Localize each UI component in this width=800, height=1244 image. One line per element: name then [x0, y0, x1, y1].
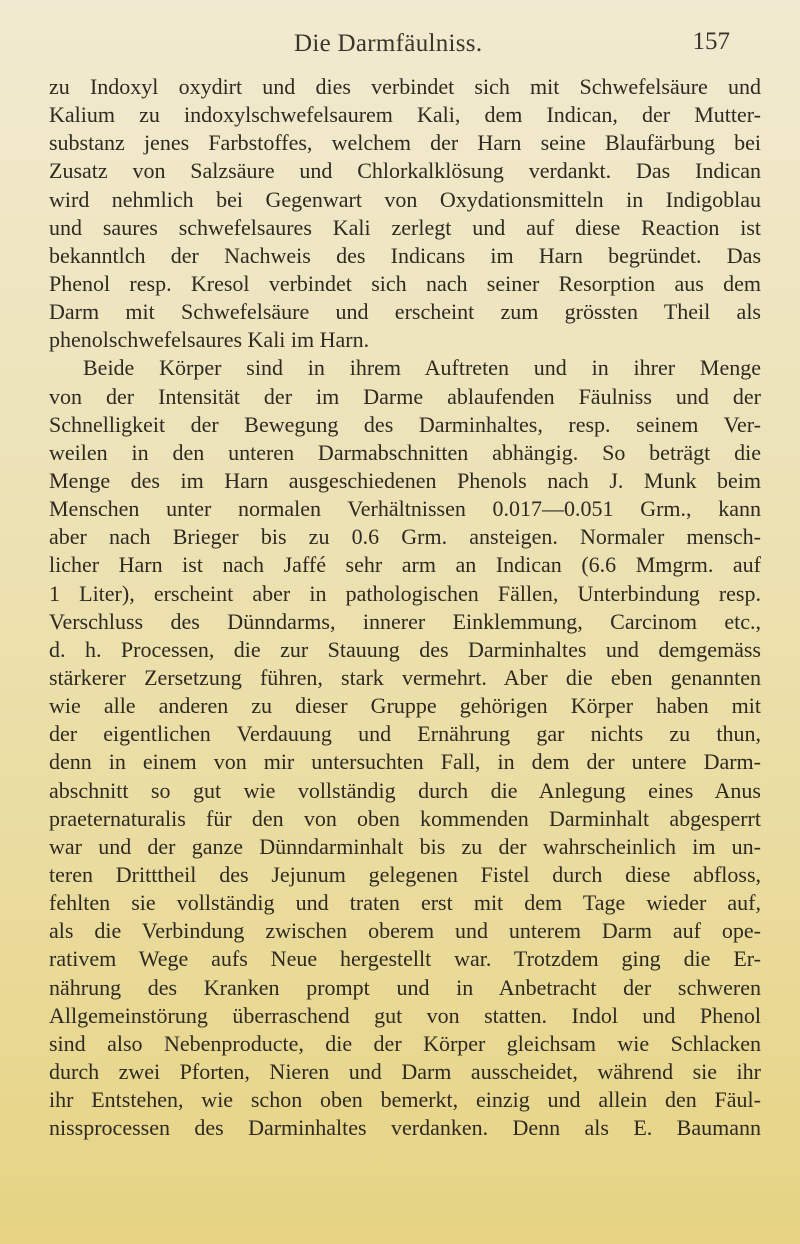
text-line: phenolschwefelsaures Kali im Harn. [49, 327, 370, 353]
text-line: bekanntlch der Nachweis des Indicans im Harn begründet. Das [49, 242, 761, 268]
text-line: aber nach Brieger bis zu 0.6 Grm. ansteigen. Normaler mensch- [49, 524, 761, 550]
text-line: der eigentlichen Verdauung und Ernährung gar nichts zu thun, [49, 721, 761, 747]
text-line: sind also Nebenproducte, die der Körper gleichsam wie Schlacken [49, 1030, 761, 1056]
text-line: denn in einem von mir untersuchten Fall, in dem der untere Darm- [49, 749, 761, 775]
text-line: nährung des Kranken prompt und in Anbetracht der schweren [49, 974, 761, 1000]
text-line: Kalium zu indoxylschwefelsaurem Kali, dem Indican, der Mutter- [49, 102, 761, 128]
text-line: Phenol resp. Kresol verbindet sich nach seiner Resorption aus dem [49, 270, 761, 296]
text-line: und saures schwefelsaures Kali zerlegt und auf diese Reaction ist [49, 214, 761, 240]
text-line: nissprocessen des Darminhaltes verdanken. Denn als E. Baumann [49, 1115, 761, 1141]
text-line: fehlten sie vollständig und traten erst mit dem Tage wieder auf, [49, 890, 761, 916]
text-line: war und der ganze Dünndarminhalt bis zu der wahrscheinlich im un- [49, 833, 761, 859]
text-line: stärkerer Zersetzung führen, stark vermehrt. Aber die eben genannten [49, 664, 761, 690]
text-line: abschnitt so gut wie vollständig durch die Anlegung eines Anus [49, 777, 761, 803]
text-line: 1 Liter), erscheint aber in pathologischen Fällen, Unterbindung resp. [49, 580, 761, 606]
text-line: Schnelligkeit der Bewegung des Darminhaltes, resp. seinem Ver- [49, 411, 761, 437]
text-line: Zusatz von Salzsäure und Chlorkalklösung verdankt. Das Indican [49, 158, 761, 184]
text-line: zu Indoxyl oxydirt und dies verbindet sich mit Schwefelsäure und [49, 74, 761, 99]
text-line: von der Intensität der im Darme ablaufenden Fäulniss und der [49, 383, 761, 409]
text-line: wird nehmlich bei Gegenwart von Oxydationsmitteln in Indigoblau [49, 186, 761, 212]
text-line: Menschen unter normalen Verhältnissen 0.017—0.051 Grm., kann [49, 496, 761, 522]
page-number: 157 [692, 28, 730, 55]
page-header-title: Die Darmfäulniss. [294, 30, 483, 57]
text-line: Menge des im Harn ausgeschiedenen Phenols nach J. Munk beim [49, 467, 761, 493]
text-line: Beide Körper sind in ihrem Auftreten und in ihrer Menge [83, 355, 761, 381]
text-line: ihr Entstehen, wie schon oben bemerkt, einzig und allein den Fäul- [49, 1087, 761, 1113]
text-line: weilen in den unteren Darmabschnitten abhängig. So beträgt die [49, 439, 761, 465]
text-line: rativem Wege aufs Neue hergestellt war. Trotzdem ging die Er- [49, 946, 761, 972]
text-line: als die Verbindung zwischen oberem und unterem Darm auf ope- [49, 918, 761, 944]
text-line: Darm mit Schwefelsäure und erscheint zum grössten Theil als [49, 299, 761, 325]
text-line: substanz jenes Farbstoffes, welchem der Harn seine Blaufärbung bei [49, 130, 761, 156]
text-line: d. h. Processen, die zur Stauung des Darminhaltes und demgemäss [49, 636, 761, 662]
running-head [62, 26, 762, 62]
text-line: Allgemeinstörung überraschend gut von statten. Indol und Phenol [49, 1002, 761, 1028]
text-line: licher Harn ist nach Jaffé sehr arm an Indican (6.6 Mmgrm. auf [49, 552, 761, 578]
text-line: praeternaturalis für den von oben kommenden Darminhalt abgesperrt [49, 805, 761, 831]
text-line: teren Dritttheil des Jejunum gelegenen Fistel durch diese abfloss, [49, 861, 761, 887]
body-text [49, 73, 761, 1142]
text-line: durch zwei Pforten, Nieren und Darm ausscheidet, während sie ihr [49, 1058, 761, 1084]
text-line: wie alle anderen zu dieser Gruppe gehörigen Körper haben mit [49, 693, 761, 719]
text-line: Verschluss des Dünndarms, innerer Einklemmung, Carcinom etc., [49, 608, 761, 634]
